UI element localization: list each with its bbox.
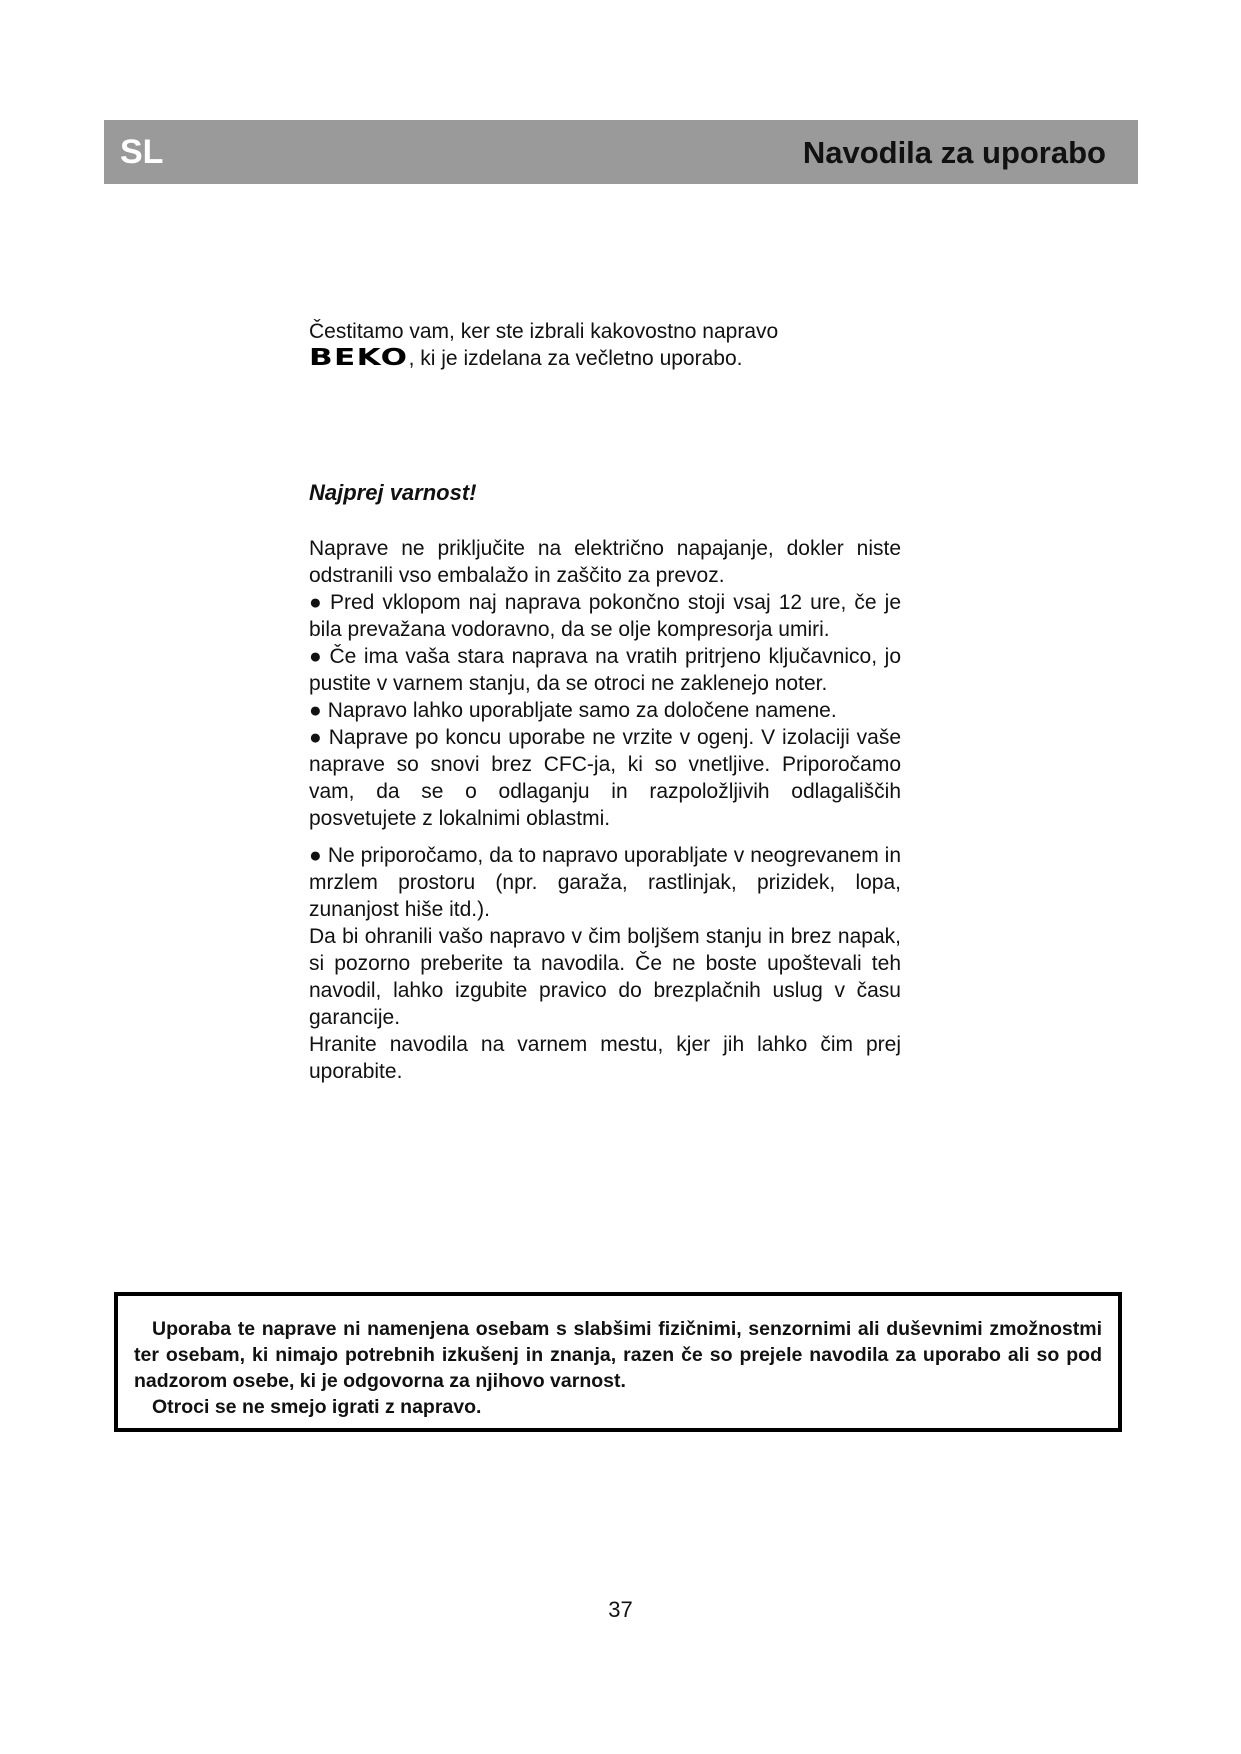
bullet-item (309, 724, 901, 832)
bullet-text: Naprave po koncu uporabe ne vrzite v ogenj. V izolaciji vaše naprave so snovi brez CFC-ja, ki so vnetljive. Priporočamo vam, da se o odlaganju in razpoložljivih odlagališčih posvetujete z lokalnimi oblastmi. (309, 726, 902, 830)
bullet-item (309, 589, 901, 643)
bullet-text: Če ima vaša stara naprava na vratih pritrjeno ključavnico, jo pustite v varnem stanju, da se otroci ne zaklenejo noter. (309, 645, 901, 695)
intro-line-1: Čestitamo vam, ker ste izbrali kakovostno napravo (309, 320, 779, 343)
paragraph: Da bi ohranili vašo napravo v čim boljšem stanju in brez napak, si pozorno preberite ta navodila. Če ne boste upoštevali teh navodil, lahko izgubite pravico do brezplačnih uslug v času garancije. (309, 925, 901, 1029)
bullet-icon: ● (309, 726, 323, 749)
intro-line-2 (309, 345, 905, 372)
header-bar (104, 120, 1138, 184)
page-title: Navodila za uporabo (802, 135, 1106, 170)
notice-text: Otroci se ne smejo igrati z napravo. (152, 1396, 482, 1418)
intro-section (309, 318, 905, 372)
bullet-text: Pred vklopom naj naprava pokončno stoji vsaj 12 ure, če je bila prevažana vodoravno, da se olje kompresorja umiri. (309, 591, 901, 641)
paragraph: Naprave ne priključite na električno napajanje, dokler niste odstranili vso embalažo in zaščito za prevoz. (309, 537, 901, 587)
bullet-item (309, 697, 901, 724)
bullet-icon: ● (309, 591, 324, 614)
bullet-icon: ● (309, 844, 322, 867)
notice-text: Uporaba te naprave ni namenjena osebam s slabšimi fizičnimi, senzornimi ali duševnimi zmožnostmi ter osebam, ki nimajo potrebnih izkušenj in znanja, razen če so prejele navodila za uporabo ali so pod nadzorom osebe, ki je odgovorna za njihovo varnost. (134, 1318, 1102, 1392)
intro-line-2-text: , ki je izdelana za večletno uporabo. (408, 347, 743, 370)
bullet-icon: ● (309, 645, 324, 668)
bullet-item (309, 643, 901, 697)
bullet-icon: ● (309, 699, 322, 722)
notice-paragraph (134, 1316, 1102, 1394)
bullet-item (309, 842, 901, 923)
warning-notice-box (114, 1292, 1122, 1432)
language-code: SL (120, 133, 164, 171)
paragraph: Hranite navodila na varnem mestu, kjer jih lahko čim prej uporabite. (309, 1033, 901, 1083)
bullet-text: Ne priporočamo, da to napravo uporabljate v neogrevanem in mrzlem prostoru (npr. garaža, rastlinjak, prizidek, lopa, zunanjost hiše itd.). (309, 844, 902, 921)
bullet-text: Napravo lahko uporabljate samo za določene namene. (327, 699, 837, 722)
beko-logo: BEKO (309, 345, 409, 371)
safety-text (309, 535, 901, 1085)
page-number: 37 (608, 1597, 633, 1622)
notice-paragraph (134, 1394, 1102, 1420)
section-title: Najprej varnost! (309, 480, 477, 505)
